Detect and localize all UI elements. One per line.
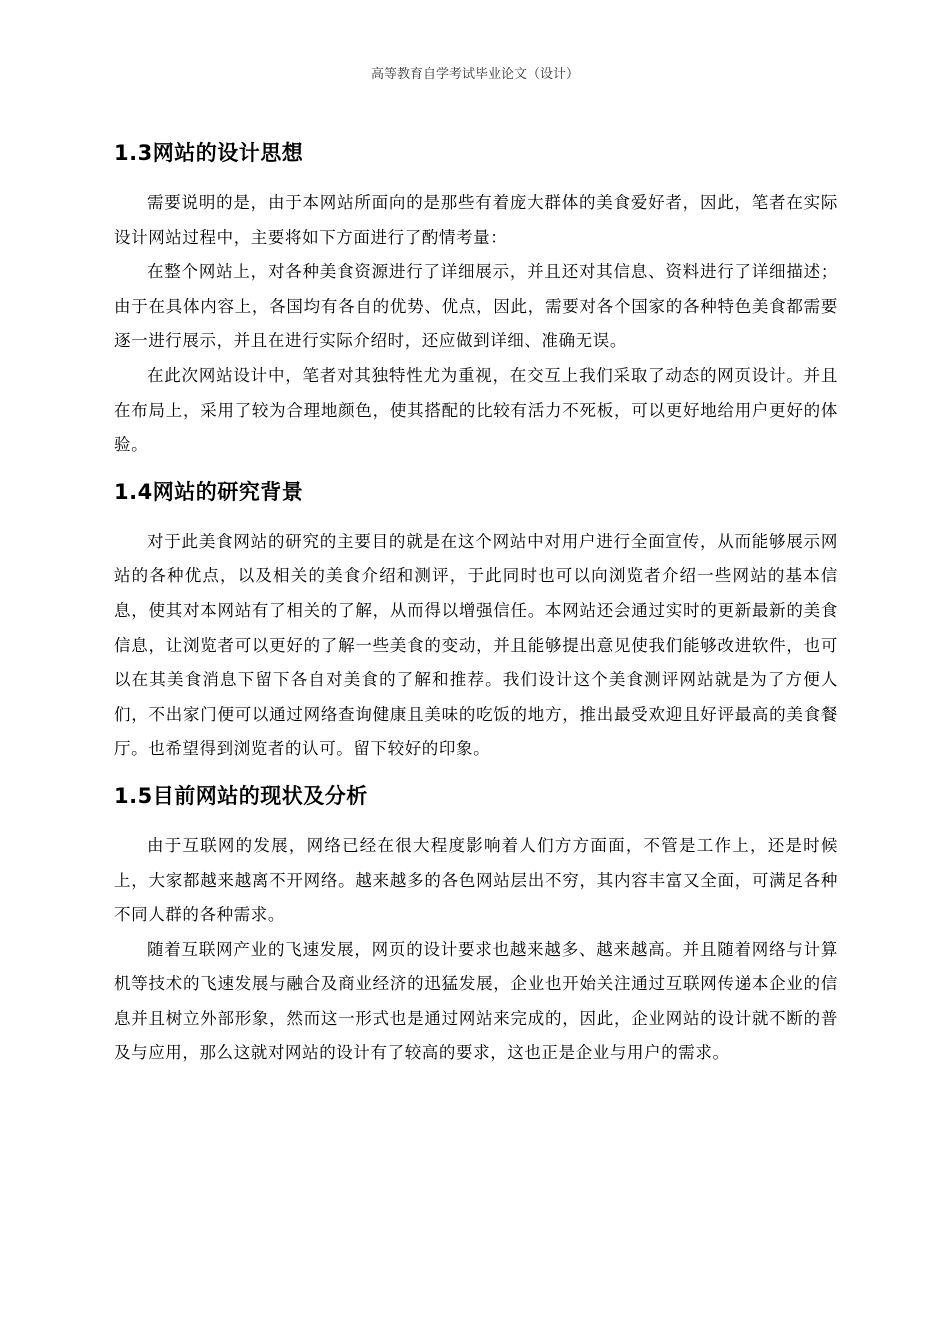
paragraph: 由于互联网的发展，网络已经在很大程度影响着人们方方面面，不管是工作上，还是时候上，大家都越来越离不开网络。越来越多的各色网站层出不穷，其内容丰富又全面，可满足各种不同人群的各种需求。: [114, 835, 838, 925]
section-1-3: [114, 138, 838, 463]
paragraph: 在此次网站设计中，笔者对其独特性尤为重视，在交互上我们采取了动态的网页设计。并且在布局上，采用了较为合理地颜色，使其搭配的比较有活力不死板，可以更好地给用户更好的体验。: [114, 365, 838, 455]
running-header: 高等教育自学考试毕业论文（设计）: [370, 67, 579, 82]
paragraph: 随着互联网产业的飞速发展，网页的设计要求也越来越多、越来越高。并且随着网络与计算机等技术的飞速发展与融合及商业经济的迅猛发展，企业也开始关注通过互联网传递本企业的信息并且树立外部形象，然而这一形式也是通过网站来完成的，因此，企业网站的设计就不断的普及与应用，那么这就对网站的设计有了较高的要求，这也正是企业与用户的需求。: [114, 939, 838, 1063]
paragraph: 需要说明的是，由于本网站所面向的是那些有着庞大群体的美食爱好者，因此，笔者在实际设计网站过程中，主要将如下方面进行了酌情考量：: [114, 193, 838, 247]
paragraph: 对于此美食网站的研究的主要目的就是在这个网站中对用户进行全面宣传，从而能够展示网站的各种优点，以及相关的美食介绍和测评，于此同时也可以向浏览者介绍一些网站的基本信息，使其对本网站有了相关的了解，从而得以增强信任。本网站还会通过实时的更新最新的美食信息，让浏览者可以更好的了解一些美食的变动，并且能够提出意见使我们能够改进软件，也可以在其美食消息下留下各自对美食的了解和推荐。我们设计这个美食测评网站就是为了方便人们，不出家门便可以通过网络查询健康且美味的吃饭的地方，推出最受欢迎且好评最高的美食餐厅。也希望得到浏览者的认可。留下较好的印象。: [114, 531, 838, 759]
section-heading: 1.5目前网站的现状及分析: [114, 783, 368, 808]
section-1-5: [114, 781, 838, 1071]
section-1-4: [114, 477, 838, 767]
section-heading: 1.4网站的研究背景: [114, 479, 304, 504]
paragraph: 在整个网站上，对各种美食资源进行了详细展示，并且还对其信息、资料进行了详细描述；由于在具体内容上，各国均有各自的优势、优点，因此，需要对各个国家的各种特色美食都需要逐一进行展示，并且在进行实际介绍时，还应做到详细、准确无误。: [114, 262, 838, 351]
page-content: [114, 132, 838, 1085]
section-heading: 1.3网站的设计思想: [114, 141, 304, 165]
